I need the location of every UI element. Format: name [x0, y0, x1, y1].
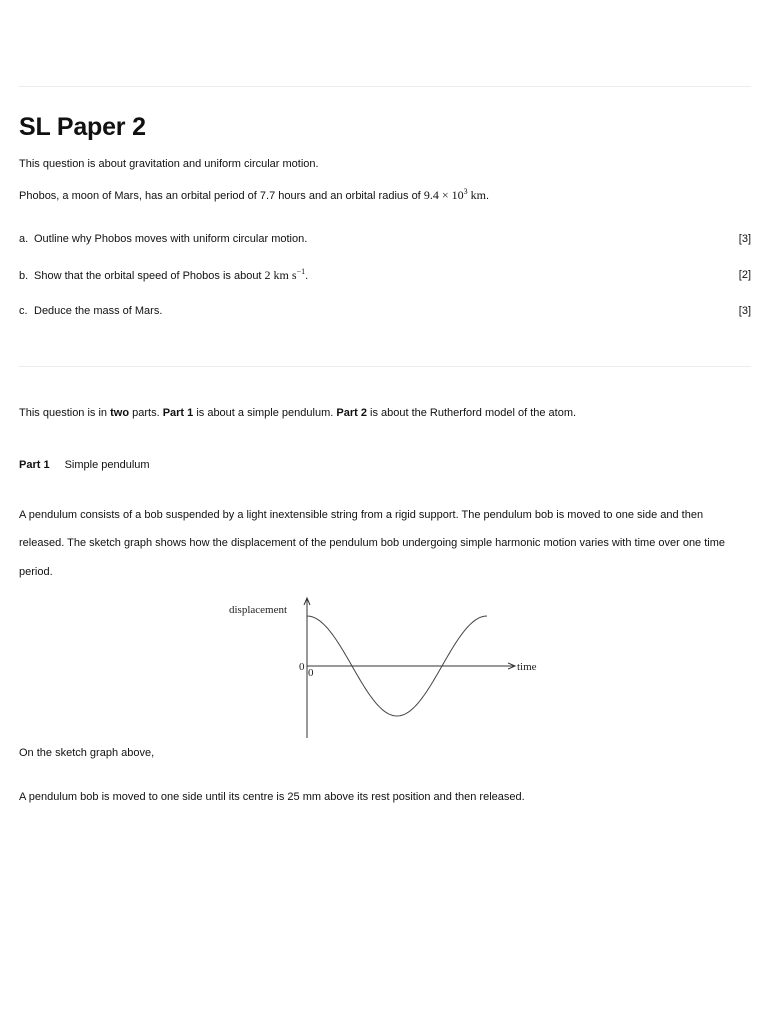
q1-part-a: [19, 232, 307, 246]
q1-part-a-mark: [3]: [738, 233, 751, 245]
q1-intro: This question is about gravitation and uniform circular motion.: [19, 158, 319, 170]
q1-part-c-label: c.: [19, 305, 28, 317]
q1-part-a-text: Outline why Phobos moves with uniform circular motion.: [34, 233, 308, 245]
origin-label-y: 0: [299, 661, 305, 673]
page-title: SL Paper 2: [19, 113, 146, 141]
q1-stem-end: .: [485, 190, 489, 202]
x-axis-label: time: [517, 661, 537, 673]
part1-title: Simple pendulum: [64, 459, 150, 471]
q1-part-b-mark: [2]: [738, 269, 751, 281]
q1-part-c-mark: [3]: [738, 305, 751, 317]
displacement-time-graph: [225, 590, 555, 740]
part1-label: Part 1: [19, 459, 50, 471]
q1-part-c: [19, 304, 162, 318]
q1-stem-math: $9.4 \times 10^3$ km: [423, 187, 486, 202]
q1-part-b: [19, 268, 308, 283]
para-line-1: A pendulum consists of a bob suspended by a light inextensible string from a rigid support. The pendulum bob is moved to one side and then: [19, 509, 704, 521]
top-divider: [19, 86, 751, 87]
para-line-2: released. The sketch graph shows how the displacement of the pendulum bob undergoing simple harmonic motion varies with time over one time: [19, 537, 726, 549]
q1-stem-text: Phobos, a moon of Mars, has an orbital period of 7.7 hours and an orbital radius of: [19, 190, 424, 202]
q1-stem: [19, 188, 489, 203]
q1-part-b-end: .: [305, 270, 309, 282]
y-axis-label: displacement: [229, 604, 288, 616]
q2-intro: This question is in two parts. Part 1 is about a simple pendulum. Part 2 is about the Rutherford model of the atom.: [19, 407, 577, 419]
after-graph-text: On the sketch graph above,: [19, 747, 155, 759]
q1-part-b-text: Show that the orbital speed of Phobos is about: [34, 270, 265, 282]
part1-heading: [19, 458, 150, 472]
final-text: A pendulum bob is moved to one side until its centre is 25 mm above its rest position and then released.: [19, 791, 525, 803]
q1-part-b-label: b.: [19, 270, 29, 282]
para-line-3: period.: [19, 566, 53, 578]
origin-label-x: 0: [308, 667, 314, 679]
q1-part-c-text: Deduce the mass of Mars.: [34, 305, 163, 317]
q1-part-a-label: a.: [19, 233, 29, 245]
q1-part-b-math: 2 km $s^{-1}$: [264, 267, 306, 282]
section-divider: [19, 366, 751, 367]
